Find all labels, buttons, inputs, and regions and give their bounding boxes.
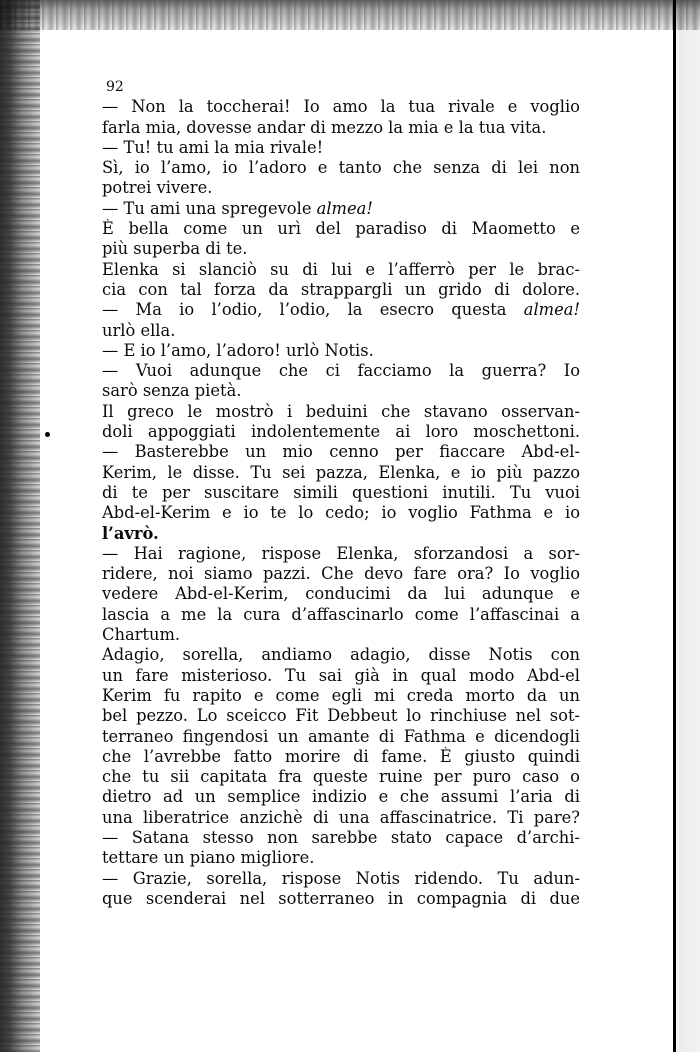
italic-word: almea! [316, 198, 373, 218]
text-line [102, 524, 580, 544]
italic-word: almea! [523, 300, 580, 320]
text-line-content: Chartum. [102, 625, 181, 645]
text-line [102, 747, 580, 767]
text-line-content: Adagio, sorella, andiamo adagio, disse Notis con [102, 645, 580, 665]
text-line [102, 808, 580, 828]
text-line [102, 341, 580, 361]
text-line [102, 828, 580, 848]
text-line-content: doli appoggiati indolentemente ai loro moschettoni. [102, 422, 580, 442]
text-line-content: que scenderai nel sotterraneo in compagnia di due [102, 888, 580, 908]
text-line [102, 544, 580, 564]
text-line-content: — Basterebbe un mio cenno per fiaccare Abd-el- [102, 442, 580, 462]
text-line [102, 463, 580, 483]
text-line [102, 97, 580, 117]
text-lines [102, 97, 580, 909]
text-line [102, 300, 580, 320]
text-line-content: — Grazie, sorella, rispose Notis ridendo. Tu adun- [102, 868, 580, 888]
text-line-content: Kerim, le disse. Tu sei pazza, Elenka, e io più pazzo [102, 462, 580, 482]
text-line [102, 564, 580, 584]
text-line [102, 666, 580, 686]
text-line-content: — Satana stesso non sarebbe stato capace d’archi- [102, 827, 580, 847]
text-line [102, 625, 580, 645]
text-line [102, 138, 580, 158]
text-line [102, 199, 580, 219]
text-line-content: urlò ella. [102, 320, 176, 340]
text-line-content: una liberatrice anzichè di una affascinatrice. Ti pare? [102, 807, 580, 827]
scan-shadow-right [674, 0, 700, 1052]
text-line-content: vedere Abd-el-Kerim, conducimi da lui adunque e [102, 584, 580, 604]
text-line-content: farla mia, dovesse andar di mezzo la mia e la tua vita. [102, 117, 547, 137]
text-line [102, 178, 580, 198]
text-line-content: ridere, noi siamo pazzi. Che devo fare ora? Io voglio [102, 564, 580, 584]
text-line-content: terraneo fingendosi un amante di Fathma e dicendogli [102, 726, 580, 746]
scan-shadow-top [0, 0, 700, 30]
text-line [102, 848, 580, 868]
text-line [102, 422, 580, 442]
text-line [102, 361, 580, 381]
text-line-content: cia con tal forza da strappargli un grido di dolore. [102, 279, 580, 299]
text-line-content: — Vuoi adunque che ci facciamo la guerra? Io [102, 361, 580, 381]
text-line-content: — Non la toccherai! Io amo la tua rivale e voglio [102, 97, 580, 117]
text-line-content: — Tu! tu ami la mia rivale! [102, 137, 324, 157]
text-line [102, 219, 580, 239]
text-line-content: — Ma io l’odio, l’odio, la esecro questa [102, 300, 524, 320]
text-line-content: — Hai ragione, rispose Elenka, sforzandosi a sor- [102, 543, 580, 563]
text-line-content: l’avrò. [102, 523, 159, 543]
text-line [102, 381, 580, 401]
text-line-content: Kerim fu rapito e come egli mi creda morto da un [102, 685, 580, 705]
text-line [102, 584, 580, 604]
text-line-content: Il greco le mostrò i beduini che stavano osservan- [102, 401, 580, 421]
text-line [102, 503, 580, 523]
text-line [102, 605, 580, 625]
text-line [102, 118, 580, 138]
body-text [102, 77, 580, 909]
text-line-content: che tu sii capitata fra queste ruine per puro caso o [102, 767, 580, 787]
text-line-content: di te per suscitare simili questioni inutili. Tu vuoi [102, 482, 580, 502]
text-line [102, 402, 580, 422]
text-line-content: Elenka si slanciò su di lui e l’afferrò per le brac- [102, 259, 580, 279]
text-line [102, 442, 580, 462]
margin-mark [45, 432, 50, 437]
text-line [102, 869, 580, 889]
text-line [102, 889, 580, 909]
text-line [102, 260, 580, 280]
text-line-content: potrei vivere. [102, 178, 213, 198]
text-line [102, 158, 580, 178]
text-line-content: lascia a me la cura d’affascinarlo come l’affascinai a [102, 604, 580, 624]
text-line-content: — E io l’amo, l’adoro! urlò Notis. [102, 340, 374, 360]
text-line [102, 787, 580, 807]
text-line [102, 280, 580, 300]
text-line-content: È bella come un urì del paradiso di Maometto e [102, 219, 580, 239]
scan-shadow-left [0, 0, 40, 1052]
text-line [102, 706, 580, 726]
text-line [102, 239, 580, 259]
text-line [102, 767, 580, 787]
text-line-content: Abd-el-Kerim e io te lo cedo; io voglio Fathma e io [102, 503, 580, 523]
text-line-content: — Tu ami una spregevole [102, 198, 317, 218]
text-line [102, 483, 580, 503]
text-line-content: più superba di te. [102, 239, 248, 259]
text-line-content: Sì, io l’amo, io l’adoro e tanto che senza di lei non [102, 158, 580, 178]
text-line-content: tettare un piano migliore. [102, 848, 315, 868]
text-line-content: un fare misterioso. Tu sai già in qual modo Abd-el [102, 665, 580, 685]
page-number: 92 [106, 79, 124, 95]
text-line-content: che l’avrebbe fatto morire di fame. È giusto quindi [102, 746, 580, 766]
page-edge-line [673, 0, 676, 1052]
text-line [102, 645, 580, 665]
text-line [102, 321, 580, 341]
text-line [102, 727, 580, 747]
text-line [102, 686, 580, 706]
text-line-content: dietro ad un semplice indizio e che assumi l’aria di [102, 787, 580, 807]
text-line-content: bel pezzo. Lo sceicco Fit Debbeut lo rinchiuse nel sot- [102, 706, 580, 726]
text-line-content: sarò senza pietà. [102, 381, 242, 401]
